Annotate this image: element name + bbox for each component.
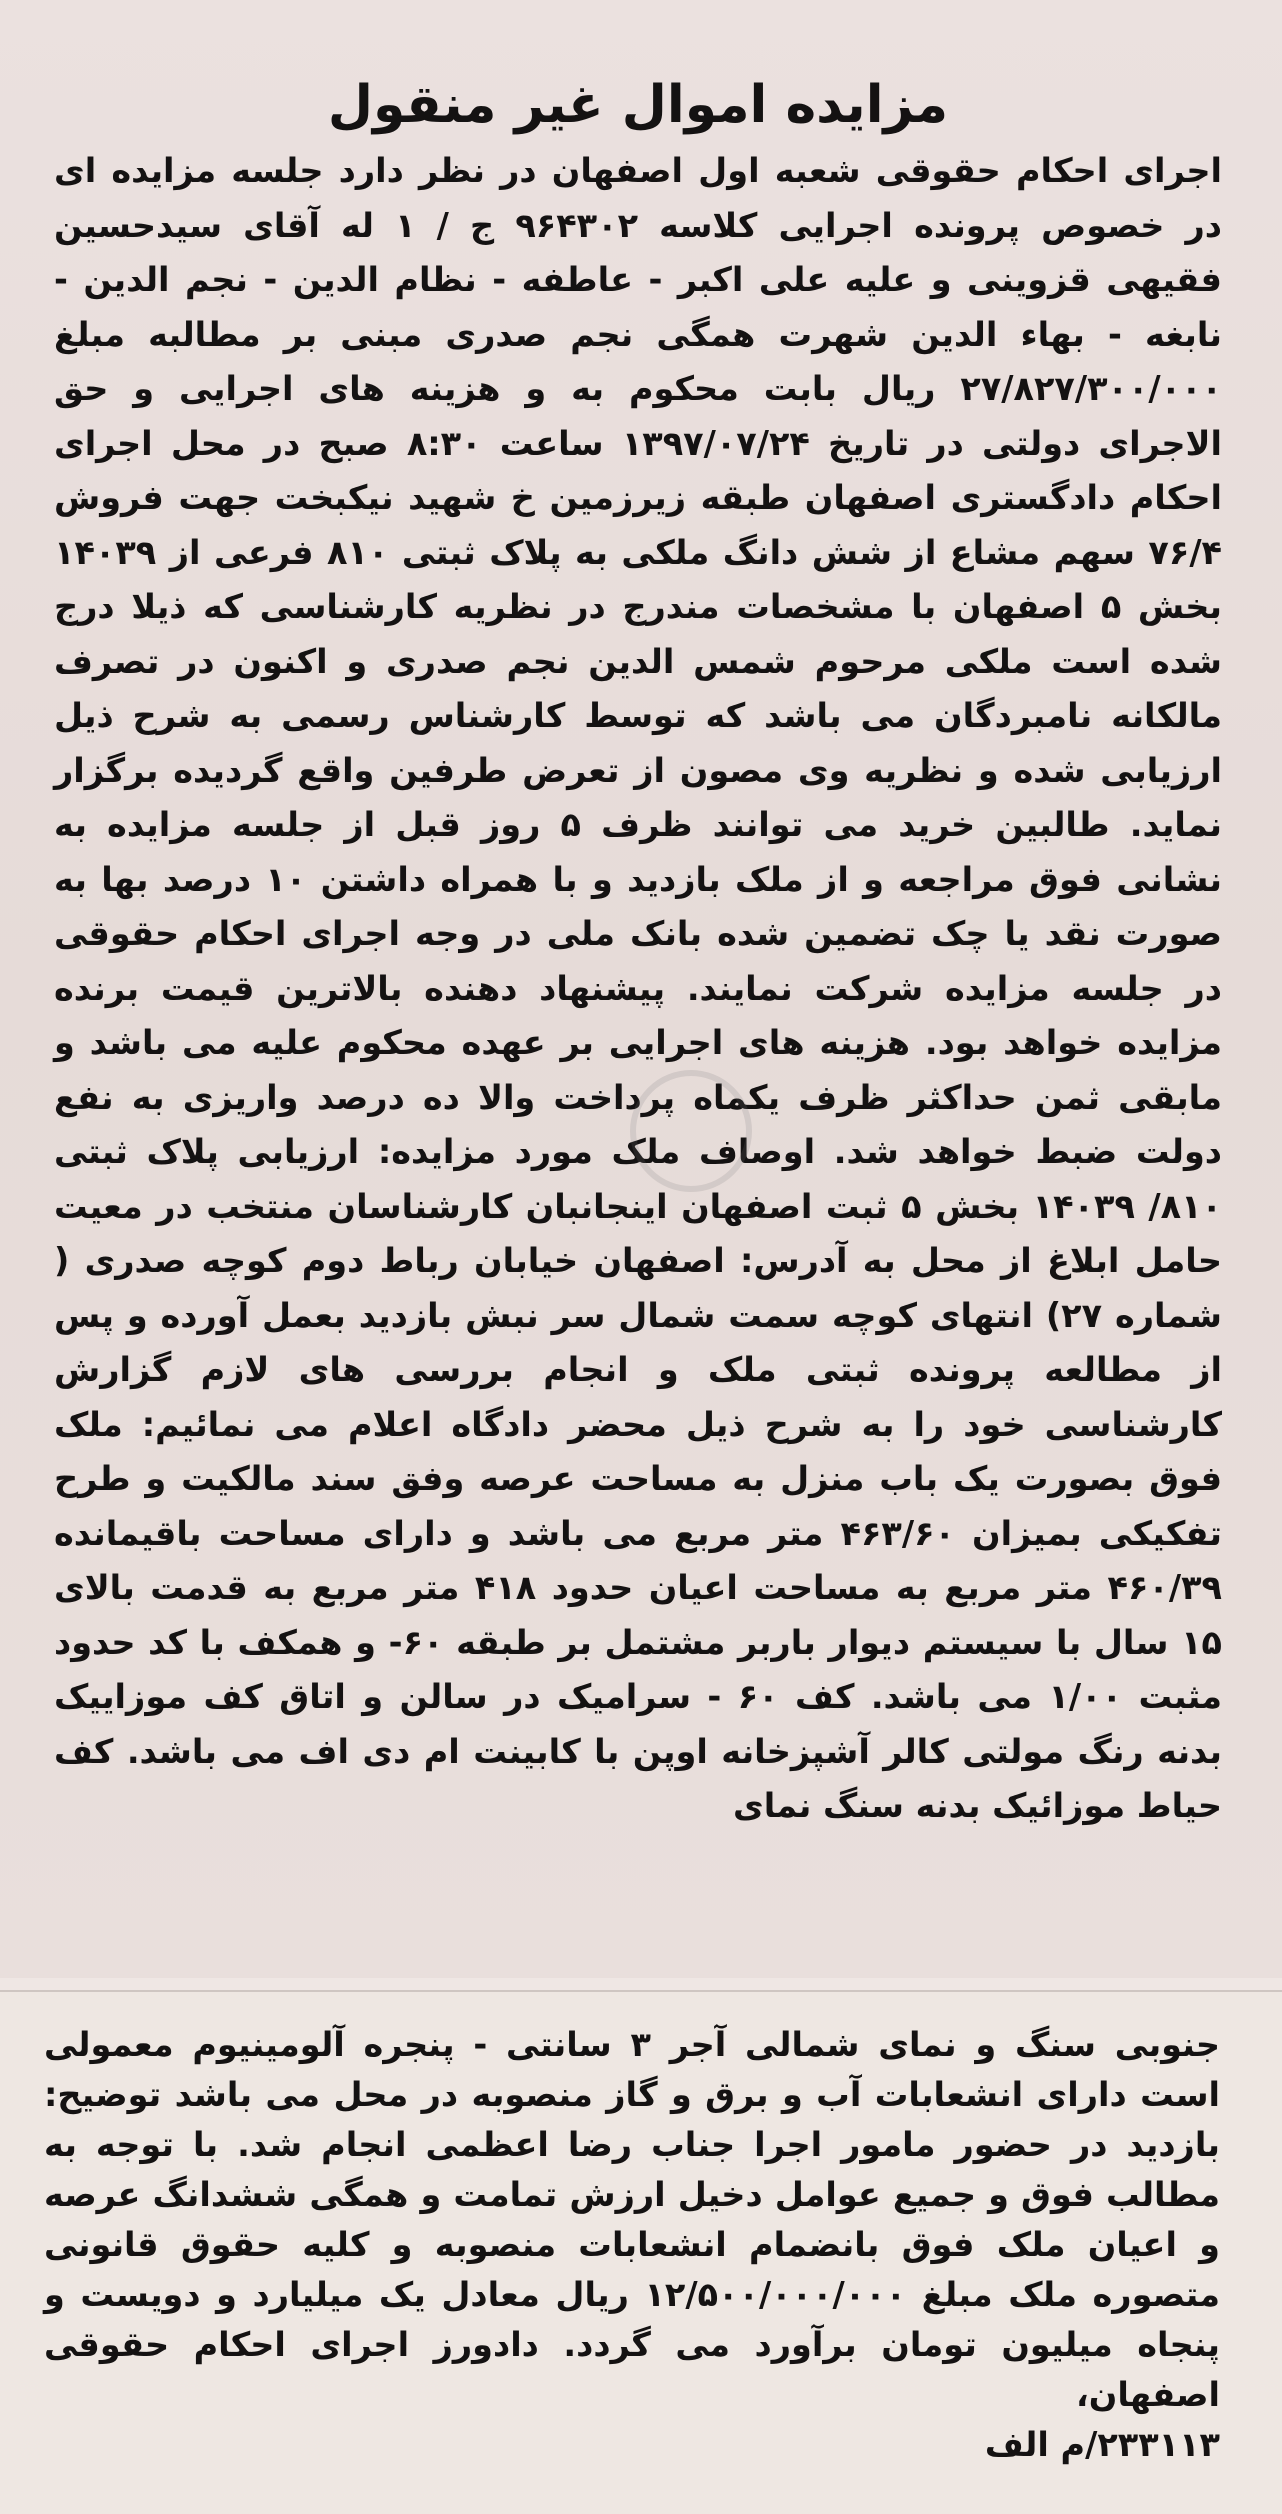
notice-signature: ۲۳۳۱۱۳/م الف [984,2425,1220,2464]
notice-bottom-column [0,1990,1282,2514]
notice-body-part1: اجرای احکام حقوقی شعبه اول اصفهان در نظر دارد جلسه مزایده ای در خصوص پرونده اجرایی کلاسه ۹۶۴۳۰۲ ج / ۱ له آقای سیدحسین فقیهی قزوینی و علیه علی اکبر - عاطفه - نظام الدین - نجم الدین - نابغه - بهاء الدین شهرت همگی نجم صدری مبنی بر مطالبه مبلغ ۲۷/۸۲۷/۳۰۰/۰۰۰ ریال بابت محکوم به و هزینه های اجرایی و حق الاجرای دولتی در تاریخ ۱۳۹۷/۰۷/۲۴ ساعت ۸:۳۰ صبح در محل اجرای احکام دادگستری اصفهان طبقه زیرزمین خ شهید نیکبخت جهت فروش ۷۶/۴ سهم مشاع از شش دانگ ملکی به پلاک ثبتی ۸۱۰ فرعی از ۱۴۰۳۹ بخش ۵ اصفهان با مشخصات مندرج در نظریه کارشناسی که ذیلا درج شده است ملکی مرحوم شمس الدین نجم صدری و اکنون در تصرف مالکانه نامبردگان می باشد که توسط کارشناس رسمی به شرح ذیل ارزیابی شده و نظریه وی مصون از تعرض طرفین واقع گردیده برگزار نماید. طالبین خرید می توانند ظرف ۵ روز قبل از جلسه مزایده به نشانی فوق مراجعه و از ملک بازدید و با همراه داشتن ۱۰ درصد بها به صورت نقد یا چک تضمین شده بانک ملی در وجه اجرای احکام حقوقی در جلسه مزایده شرکت نمایند. پیشنهاد دهنده بالاترین قیمت برنده مزایده خواهد بود. هزینه های اجرایی بر عهده محکوم علیه می باشد و مابقی ثمن حداکثر ظرف یکماه پرداخت والا ده درصد واریزی به نفع دولت ضبط خواهد شد. اوصاف ملک مورد مزایده: ارزیابی پلاک ثبتی ۸۱۰/ ۱۴۰۳۹ بخش ۵ ثبت اصفهان اینجانبان کارشناسان منتخب در معیت حامل ابلاغ از محل به آدرس: اصفهان خیابان رباط دوم کوچه صدری ( شماره ۲۷) انتهای کوچه سمت شمال سر نبش بازدید بعمل آورده و پس از مطالعه پرونده ثبتی ملک و انجام بررسی های لازم گزارش کارشناسی خود را به شرح ذیل محضر دادگاه اعلام می نمائیم: ملک فوق بصورت یک باب منزل به مساحت عرصه وفق سند مالکیت و طرح تفکیکی بمیزان ۴۶۳/۶۰ متر مربع می باشد و دارای مساحت باقیمانده ۴۶۰/۳۹ متر مربع به مساحت اعیان حدود ۴۱۸ متر مربع به قدمت بالای ۱۵ سال با سیستم دیوار باربر مشتمل بر طبقه ۶۰- و همکف با کد حدود مثبت ۱/۰۰ می باشد. کف ۶۰ - سرامیک در سالن و اتاق کف موزاییک بدنه رنگ مولتی کالر آشپزخانه اوپن با کابینت ام دی اف می باشد. کف حیاط موزائیک بدنه سنگ نمای [54,151,1223,1825]
notice-title: مزایده اموال غیر منقول [327,75,949,135]
notice-body-part2: جنوبی سنگ و نمای شمالی آجر ۳ سانتی - پنجره آلومینیوم معمولی است دارای انشعابات آب و برق و گاز منصوبه در محل می باشد توضیح: بازدید در حضور مامور اجرا جناب رضا اعظمی انجام شد. با توجه به مطالب فوق و جمیع عوامل دخیل ارزش تمامت و همگی ششدانگ عرصه و اعیان ملک فوق بانضمام انشعابات منصوبه و کلیه حقوق قانونی متصوره ملک مبلغ ۱۲/۵۰۰/۰۰۰/۰۰۰ ریال معادل یک میلیارد و دویست و پنجاه میلیون تومان برآورد می گردد. دادورز اجرای احکام حقوقی اصفهان، [44,2025,1220,2414]
